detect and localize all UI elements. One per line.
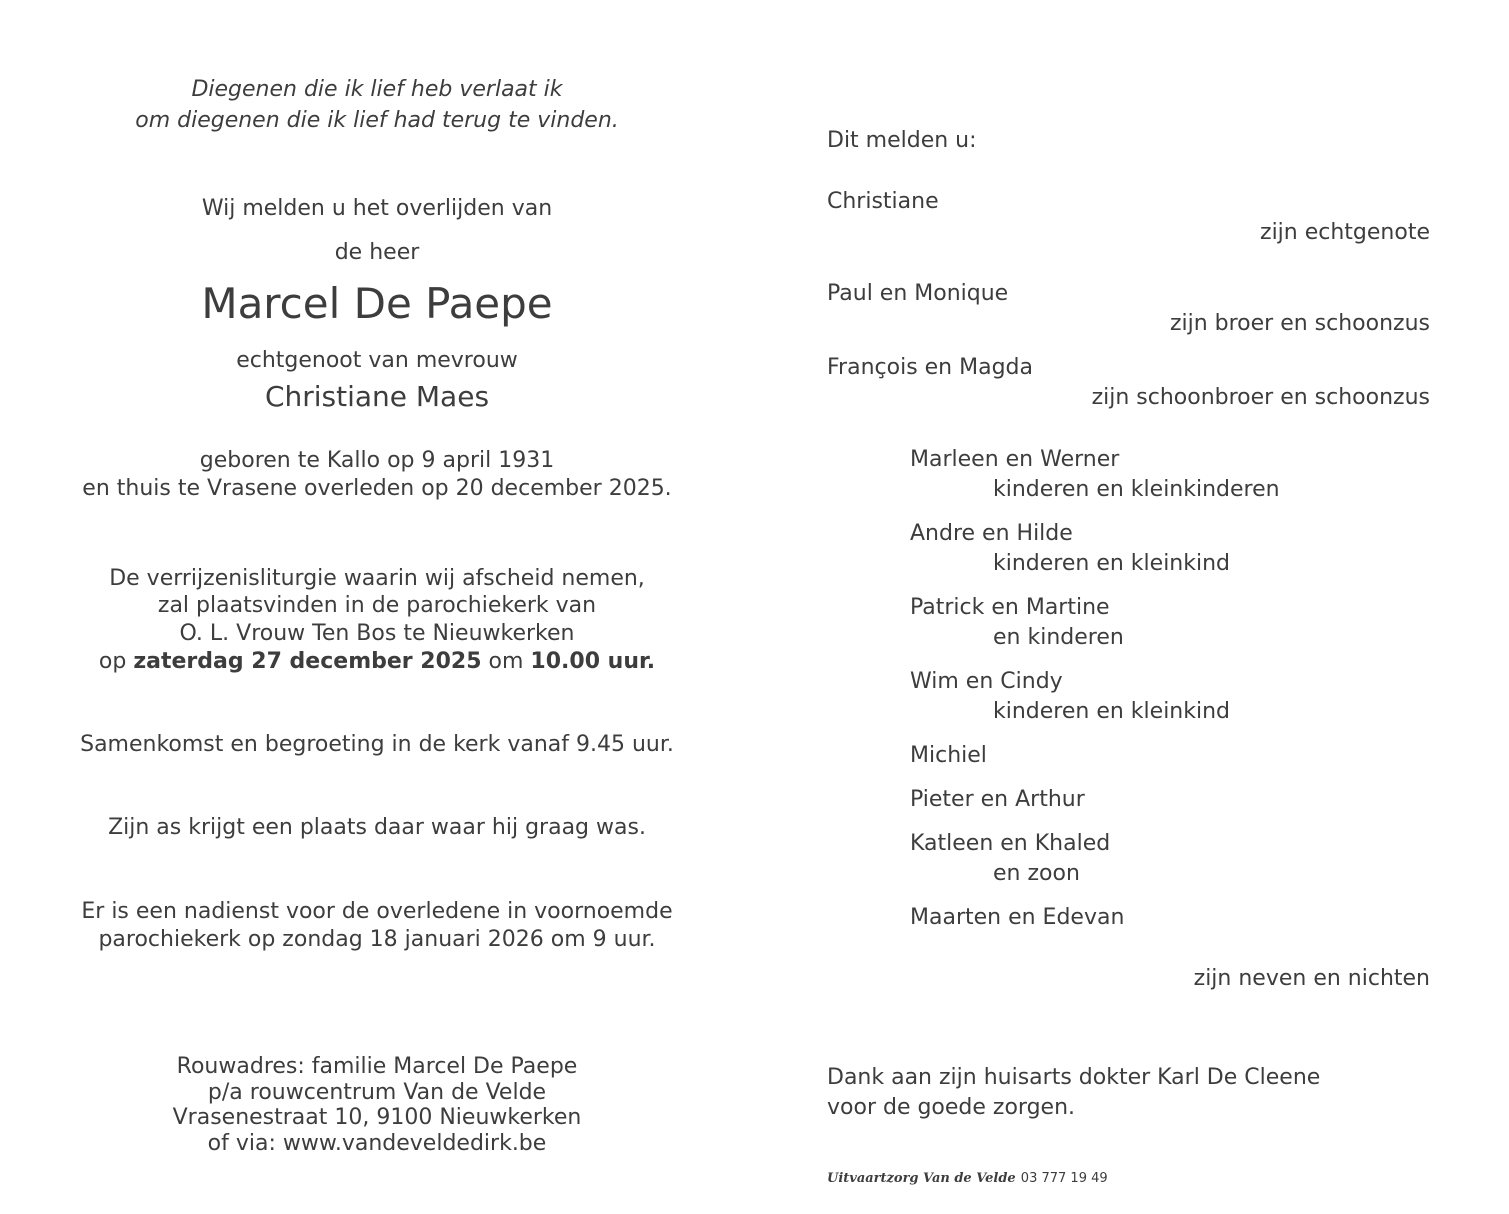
liturgy-line-3: O. L. Vrouw Ten Bos te Nieuwkerken <box>179 621 575 646</box>
nephews-relation: zijn neven en nichten <box>1193 966 1430 991</box>
liturgy-line-2: zal plaatsvinden in de parochiekerk van <box>157 593 597 618</box>
family-name-2: Paul en Monique <box>827 281 1009 306</box>
nephew-sub-1: kinderen en kleinkinderen <box>993 477 1280 502</box>
birth-line: geboren te Kallo op 9 april 1931 <box>199 448 555 473</box>
funeral-company-name: Uitvaartzorg Van de Velde <box>827 1171 1016 1186</box>
nephew-sub-7: en zoon <box>993 861 1080 886</box>
liturgy-line-1: De verrijzenisliturgie waarin wij afscheid nemen, <box>109 566 645 591</box>
funeral-company-phone: 03 777 19 49 <box>1020 1171 1108 1186</box>
nephew-name-1: Marleen en Werner <box>910 447 1120 472</box>
family-relation-1: zijn echtgenote <box>1260 220 1430 245</box>
nephew-sub-4: kinderen en kleinkind <box>993 699 1231 724</box>
thanks-line-1: Dank aan zijn huisarts dokter Karl De Cleene <box>827 1065 1321 1090</box>
memorial-line-2: parochiekerk op zondag 18 januari 2026 om 9 uur. <box>98 927 656 952</box>
nephew-name-5: Michiel <box>910 743 987 768</box>
nephew-name-7: Katleen en Khaled <box>910 831 1111 856</box>
quote-line-1: Diegenen die ik lief heb verlaat ik <box>191 77 563 102</box>
memorial-line-1: Er is een nadienst voor de overledene in voornoemde <box>81 899 673 924</box>
family-relation-3: zijn schoonbroer en schoonzus <box>1091 385 1430 410</box>
quote-line-2: om diegenen die ik lief had terug te vinden. <box>135 108 619 133</box>
ashes-text: Zijn as krijgt een plaats daar waar hij graag was. <box>108 815 646 840</box>
liturgy-date: zaterdag 27 december 2025 <box>133 649 482 674</box>
liturgy-line-4 <box>77 648 677 676</box>
address-line-1: Rouwadres: familie Marcel De Paepe <box>176 1054 578 1079</box>
nephew-name-4: Wim en Cindy <box>910 669 1063 694</box>
spouse-name: Christiane Maes <box>264 380 490 413</box>
family-relation-2: zijn broer en schoonzus <box>1169 311 1430 336</box>
nephew-name-6: Pieter en Arthur <box>910 787 1085 812</box>
address-line-3: Vrasenestraat 10, 9100 Nieuwkerken <box>172 1105 582 1130</box>
family-name-3: François en Magda <box>827 355 1033 380</box>
nephew-sub-2: kinderen en kleinkind <box>993 551 1231 576</box>
liturgy-pre: op <box>98 649 134 674</box>
family-intro: Dit melden u: <box>827 128 977 153</box>
nephew-name-8: Maarten en Edevan <box>910 905 1125 930</box>
liturgy-mid: om <box>481 649 531 674</box>
spouse-intro: echtgenoot van mevrouw <box>236 348 518 373</box>
announcement: Wij melden u het overlijden van <box>201 196 553 221</box>
death-line: en thuis te Vrasene overleden op 20 december 2025. <box>82 476 672 501</box>
address-line-4: of via: www.vandeveldedirk.be <box>207 1131 547 1156</box>
thanks-line-2: voor de goede zorgen. <box>827 1095 1076 1120</box>
footer-credit <box>827 1167 1108 1186</box>
nephew-sub-3: en kinderen <box>993 625 1124 650</box>
nephew-name-2: Andre en Hilde <box>910 521 1073 546</box>
salutation: de heer <box>334 240 420 265</box>
address-line-2: p/a rouwcentrum Van de Velde <box>207 1080 547 1105</box>
gathering-text: Samenkomst en begroeting in de kerk vanaf 9.45 uur. <box>80 732 674 757</box>
nephew-name-3: Patrick en Martine <box>910 595 1110 620</box>
liturgy-time: 10.00 uur. <box>530 649 656 674</box>
deceased-name: Marcel De Paepe <box>201 279 553 328</box>
family-name-1: Christiane <box>827 189 939 214</box>
